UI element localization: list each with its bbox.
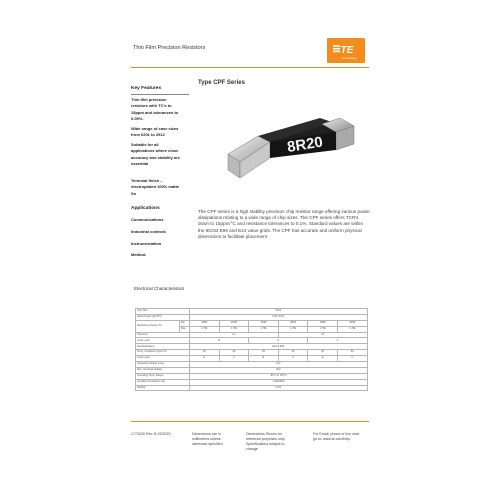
- row-value: 4R99: [308, 320, 338, 326]
- row-label: Code Letter: [136, 356, 190, 362]
- applications-title: Applications: [131, 206, 160, 211]
- footer-line: reference purposes only.: [246, 437, 286, 442]
- footer-dimensions-note: [192, 432, 223, 447]
- row-label: Temp. Coefficient (ppm/°C): [136, 350, 190, 356]
- row-value: 0.5: [278, 332, 367, 338]
- footer-line: Dimensions are in: [192, 432, 221, 436]
- row-label: Standardisation: [136, 344, 190, 350]
- row-value: 4R99: [219, 320, 249, 326]
- application-item: Medical: [131, 252, 146, 257]
- key-feature-1: [131, 97, 191, 123]
- row-label: Resistance Range (Ω): [136, 320, 180, 332]
- application-item: Instrumentation: [131, 241, 162, 246]
- row-value: 4R99: [249, 320, 279, 326]
- key-feature-line: 15ppm and tolerances to: [131, 109, 179, 115]
- row-value: 1.78k: [337, 326, 367, 332]
- row-label: Chip Size: [136, 309, 190, 315]
- row-label: Max. Overload Voltage: [136, 367, 190, 373]
- row-value: 30V: [190, 367, 368, 373]
- row-value: 1.78k: [278, 326, 308, 332]
- row-value: 15V: [190, 362, 368, 368]
- row-label: Stability: [136, 385, 190, 391]
- row-value: F: [308, 338, 367, 344]
- key-feature-line: Wide range of case sizes: [131, 126, 179, 131]
- footer-contact-note: [313, 432, 360, 442]
- row-label: Tolerance: [136, 332, 190, 338]
- row-value: 1.78k: [219, 326, 249, 332]
- key-feature-line: 0.05%.: [131, 116, 144, 122]
- row-label: Operating Temp. Range: [136, 373, 190, 379]
- chip-resistor-image: [222, 118, 356, 192]
- logo-text: TE: [340, 45, 354, 56]
- product-description: The CPF series is a high stability precision chip resistor range offering various power dissipations relating to a wide range of chip sizes. The CPF series offers TCR's down to 15ppm/°C and resistance tolerances to 0.1%. Standard values are within the IEC63 E96 and E24 value grids. The CPF has accurate and uniform physical dimensions to facilitate placement: [198, 209, 371, 239]
- row-value: B: [190, 338, 249, 344]
- row-value: -55°C to 155°C: [190, 373, 368, 379]
- row-value: C: [219, 356, 249, 362]
- footer-line: change: [246, 447, 258, 452]
- application-item: Communications: [131, 217, 164, 222]
- key-feature-line: essential: [131, 161, 149, 167]
- electrical-characteristics-title: Electrical Characteristics: [134, 286, 185, 291]
- row-value: 0201: [190, 309, 368, 315]
- key-feature-line: Suitable for all: [131, 142, 159, 147]
- footer-help-link[interactable]: go to: www.te.com/help: [313, 437, 351, 442]
- row-sublabel: Max.: [180, 326, 190, 332]
- footer-reference-note: [246, 432, 285, 452]
- row-value: 50: [337, 350, 367, 356]
- footer-divider: [131, 421, 369, 422]
- row-value: E: [190, 356, 220, 362]
- row-value: 4R99: [337, 320, 367, 326]
- row-value: 50: [219, 350, 249, 356]
- row-value: E: [249, 356, 279, 362]
- key-features-rule: [131, 94, 189, 95]
- header-divider: [131, 67, 369, 68]
- row-value: D: [249, 338, 308, 344]
- footer-line: Dimensions Shown for: [246, 432, 282, 436]
- row-value: E24 & E96: [190, 344, 368, 350]
- key-feature-4: [131, 178, 191, 197]
- key-feature-2: [131, 126, 191, 139]
- row-label: Rated Power (@70°C): [136, 314, 190, 320]
- row-label: Code Letter: [136, 338, 190, 344]
- row-value: E: [308, 356, 338, 362]
- key-feature-line: electroplated 100% matte: [131, 184, 180, 190]
- row-sublabel: Min.: [180, 320, 190, 326]
- row-value: 25: [190, 350, 220, 356]
- key-feature-line: accuracy and stability are: [131, 154, 180, 160]
- footer-line: Specifications subject to: [246, 442, 285, 447]
- row-value: 25: [249, 350, 279, 356]
- row-value: 1.78k: [190, 326, 220, 332]
- row-value: 0.1: [190, 332, 279, 338]
- row-value: 0.05 (1/20): [190, 314, 368, 320]
- row-label: Operating Voltage (max): [136, 362, 190, 368]
- key-feature-line: Sn: [131, 190, 137, 196]
- row-value: 50: [278, 350, 308, 356]
- key-feature-line: from 0201 to 2512: [131, 132, 165, 138]
- footer-line: otherwise specified: [192, 442, 223, 447]
- row-value: C: [337, 356, 367, 362]
- row-value: 1.78k: [308, 326, 338, 332]
- key-feature-line: Thin film precision: [131, 97, 167, 102]
- row-value: 25: [308, 350, 338, 356]
- electrical-spec-table: [135, 308, 368, 391]
- key-feature-line: Terminal finish –: [131, 178, 163, 183]
- footer-doc-ref: 1773200 Rev. B 03/2020: [131, 432, 171, 436]
- chip-marking: 8R20: [285, 133, 325, 156]
- product-series-title: Type CPF Series: [198, 80, 245, 86]
- key-feature-line: resistors with TC's to: [131, 103, 172, 109]
- row-value: C: [278, 356, 308, 362]
- table-row: [136, 385, 368, 391]
- row-value: 1.78k: [249, 326, 279, 332]
- row-label: Insulation Resistance (Ω): [136, 379, 190, 385]
- key-feature-line: applications where close: [131, 148, 179, 154]
- page-header-title: Thin Film Precision Resistors: [133, 45, 206, 51]
- key-feature-3: [131, 142, 191, 168]
- application-item: Industrial controls: [131, 229, 166, 234]
- row-value: 4R99: [190, 320, 220, 326]
- footer-line: millimetres unless: [192, 437, 221, 442]
- key-features-title: Key Features: [131, 86, 162, 91]
- footer-line: For Email, phone or live chat,: [313, 432, 360, 436]
- row-value: >10000MΩ: [190, 379, 368, 385]
- row-value: 0.5%: [190, 385, 368, 391]
- logo-tagline: connectivity: [342, 57, 357, 60]
- row-value: 4R99: [278, 320, 308, 326]
